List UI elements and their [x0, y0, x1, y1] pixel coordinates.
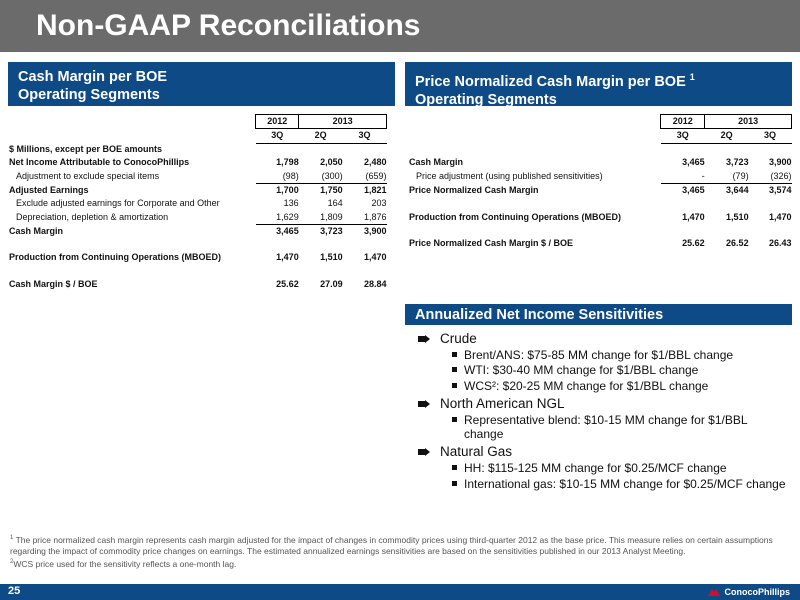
spacer-row: [9, 238, 387, 251]
spacer-row: [409, 197, 792, 210]
row-value: 26.43: [768, 238, 792, 249]
list-item: [418, 363, 788, 377]
sensitivity-text: Brent/ANS: $75-85 MM change for $1/BBL change: [464, 348, 734, 362]
list-item: [418, 477, 788, 491]
row-value: 1,510: [320, 252, 343, 263]
arrow-bullet-icon: [418, 335, 430, 343]
square-bullet-icon: [452, 383, 457, 388]
sensitivities-heading-text: Annualized Net Income Sensitivities: [415, 307, 664, 323]
table-row: [9, 224, 387, 238]
cash-margin-panel-heading: [8, 62, 395, 106]
table-row: [409, 170, 792, 184]
footnote-text: WCS price used for the sensitivity reflects a one-month lag.: [13, 558, 237, 569]
row-label: Production from Continuing Operations (MBOED): [409, 211, 621, 222]
square-bullet-icon: [452, 481, 457, 486]
table-quarter-header: [409, 129, 792, 143]
quarter-header: 2Q: [705, 129, 749, 143]
sensitivity-text: WTI: $30-40 MM change for $1/BBL change: [464, 363, 699, 378]
row-value: 3,465: [276, 225, 299, 236]
table-row: [9, 183, 387, 197]
title-bar: [0, 0, 800, 52]
row-value: 1,470: [276, 252, 299, 263]
footnote-marker: 2: [10, 558, 14, 565]
quarter-header: 3Q: [661, 129, 705, 143]
group-title: Natural Gas: [440, 444, 513, 460]
row-label: Adjustment to exclude special items: [16, 170, 160, 181]
row-value: 1,470: [682, 211, 705, 222]
units-label: $ Millions, except per BOE amounts: [9, 144, 163, 155]
row-value: 28.84: [363, 279, 387, 290]
row-label: Price Normalized Cash Margin $ / BOE: [409, 238, 574, 249]
footnote-2: [10, 557, 790, 570]
table-row: [9, 170, 387, 184]
table-year-header: [409, 115, 792, 129]
row-value: (659): [343, 170, 387, 184]
company-logo: [707, 584, 790, 600]
row-value: 1,876: [343, 211, 387, 225]
arrow-bullet-icon: [418, 400, 430, 408]
cash-margin-heading-line1: Cash Margin per BOE: [18, 69, 168, 85]
table-row: [9, 251, 387, 264]
row-value: (79): [705, 170, 749, 184]
row-label: Exclude adjusted earnings for Corporate and Other: [16, 198, 220, 209]
row-value: 3,465: [682, 184, 705, 195]
row-value: (326): [749, 170, 792, 184]
table-row: [409, 156, 792, 169]
list-item: [418, 461, 788, 475]
footnote-1: [10, 533, 790, 557]
row-value: 1,470: [768, 211, 792, 222]
group-title: North American NGL: [440, 395, 565, 411]
row-label: Production from Continuing Operations (MBOED): [9, 252, 221, 263]
heading-footnote-marker: 1: [689, 72, 695, 82]
price-normalized-table: [409, 114, 792, 250]
row-label: Cash Margin: [409, 157, 464, 168]
row-value: (300): [299, 170, 343, 184]
row-label: Adjusted Earnings: [9, 184, 89, 195]
sensitivity-text: Representative blend: $10-15 MM change for $1/BBL change: [464, 412, 748, 442]
list-item: [418, 443, 788, 461]
sensitivity-group-gas: [418, 443, 788, 491]
conocophillips-logo-icon: [707, 587, 721, 597]
quarter-header: 2Q: [299, 129, 343, 143]
row-value: 25.62: [682, 238, 705, 249]
sensitivity-text: HH: $115-125 MM change for $0.25/MCF change: [464, 461, 727, 476]
table-quarter-header: [9, 129, 387, 143]
row-value: 1,629: [256, 211, 299, 225]
row-value: 3,723: [726, 157, 749, 168]
square-bullet-icon: [452, 367, 457, 372]
row-value: 3,465: [682, 157, 705, 168]
row-value: 26.52: [726, 238, 749, 249]
quarter-header: 3Q: [256, 129, 299, 143]
list-item: [418, 330, 788, 348]
table-row: [409, 183, 792, 197]
cash-margin-heading-line2: Operating Segments: [18, 87, 160, 103]
cash-margin-table: [9, 114, 387, 291]
square-bullet-icon: [452, 465, 457, 470]
logo-text: ConocoPhillips: [724, 587, 790, 597]
table-row: [409, 211, 792, 224]
arrow-bullet-icon: [418, 448, 430, 456]
page-number: 25: [8, 585, 21, 597]
row-value: -: [661, 170, 705, 184]
table-year-header: [9, 115, 387, 129]
square-bullet-icon: [452, 352, 457, 357]
row-value: 1,821: [363, 184, 387, 195]
row-value: 1,470: [363, 252, 387, 263]
square-bullet-icon: [452, 417, 457, 422]
price-normalized-heading-text: Price Normalized Cash Margin per BOE: [415, 73, 686, 90]
row-value: 1,809: [299, 211, 343, 225]
footnote-marker: 1: [10, 535, 14, 541]
list-item: [418, 413, 788, 442]
table-row: [9, 278, 387, 291]
price-normalized-heading-line1: [415, 68, 792, 91]
row-label: Price Normalized Cash Margin: [409, 184, 539, 195]
units-row: [9, 143, 387, 156]
year-2012-header: 2012: [661, 115, 705, 129]
row-value: 3,900: [768, 157, 792, 168]
spacer-row: [9, 265, 387, 278]
row-label: Cash Margin $ / BOE: [9, 279, 98, 290]
year-2013-header: 2013: [705, 115, 792, 129]
year-2012-header: 2012: [256, 115, 299, 129]
sensitivities-heading: [405, 304, 792, 325]
row-value: 136: [283, 198, 299, 209]
row-value: 2,480: [363, 157, 387, 168]
row-value: 1,700: [276, 184, 299, 195]
footnote-text: The price normalized cash margin represents cash margin adjusted for the impact of changes in commodity prices using third-quarter 2012 as the base price. This measure relies on certain assumptions regarding the impact of commodity price changes on earnings. The estimated annualized earnings sensitivities are based on the sensitivities published in our 2013 Analyst Meeting.: [10, 534, 773, 556]
page-title: Non-GAAP Reconciliations: [36, 9, 421, 42]
row-value: 3,900: [363, 225, 387, 236]
row-value: 27.09: [320, 279, 343, 290]
row-label: Cash Margin: [9, 225, 64, 236]
row-label: Net Income Attributable to ConocoPhillips: [9, 157, 190, 168]
row-value: 203: [371, 198, 387, 209]
row-value: 164: [327, 198, 343, 209]
quarter-header: 3Q: [749, 129, 792, 143]
row-value: (98): [256, 170, 299, 184]
list-item: [418, 379, 788, 393]
table-row: [9, 197, 387, 210]
row-value: 1,750: [320, 184, 343, 195]
sensitivities-list: [418, 330, 788, 493]
quarter-header: 3Q: [343, 129, 387, 143]
price-normalized-heading-line2: Operating Segments: [415, 91, 557, 108]
list-item: [418, 348, 788, 362]
list-item: [418, 395, 788, 413]
year-2013-header: 2013: [299, 115, 387, 129]
row-value: 1,510: [726, 211, 749, 222]
row-value: 3,574: [768, 184, 792, 195]
row-label: Price adjustment (using published sensitivities): [416, 170, 603, 181]
sensitivity-text: International gas: $10-15 MM change for $0.25/MCF change: [464, 476, 786, 491]
row-value: 2,050: [320, 157, 343, 168]
row-value: 3,644: [726, 184, 749, 195]
group-title: Crude: [440, 331, 477, 346]
sensitivity-group-crude: [418, 330, 788, 393]
row-value: 3,723: [320, 225, 343, 236]
sensitivity-group-ngl: [418, 395, 788, 442]
footer-bar: [0, 584, 800, 600]
table-row: [9, 156, 387, 169]
row-value: 25.62: [276, 279, 299, 290]
table-row: [9, 211, 387, 225]
row-label: Depreciation, depletion & amortization: [16, 211, 169, 222]
sensitivity-text: WCS²: $20-25 MM change for $1/BBL change: [464, 378, 709, 393]
spacer-row: [409, 143, 792, 156]
price-normalized-panel-heading: [405, 62, 792, 106]
spacer-row: [409, 224, 792, 237]
row-value: 1,798: [276, 157, 299, 168]
footnotes: [10, 533, 790, 570]
table-row: [409, 237, 792, 250]
